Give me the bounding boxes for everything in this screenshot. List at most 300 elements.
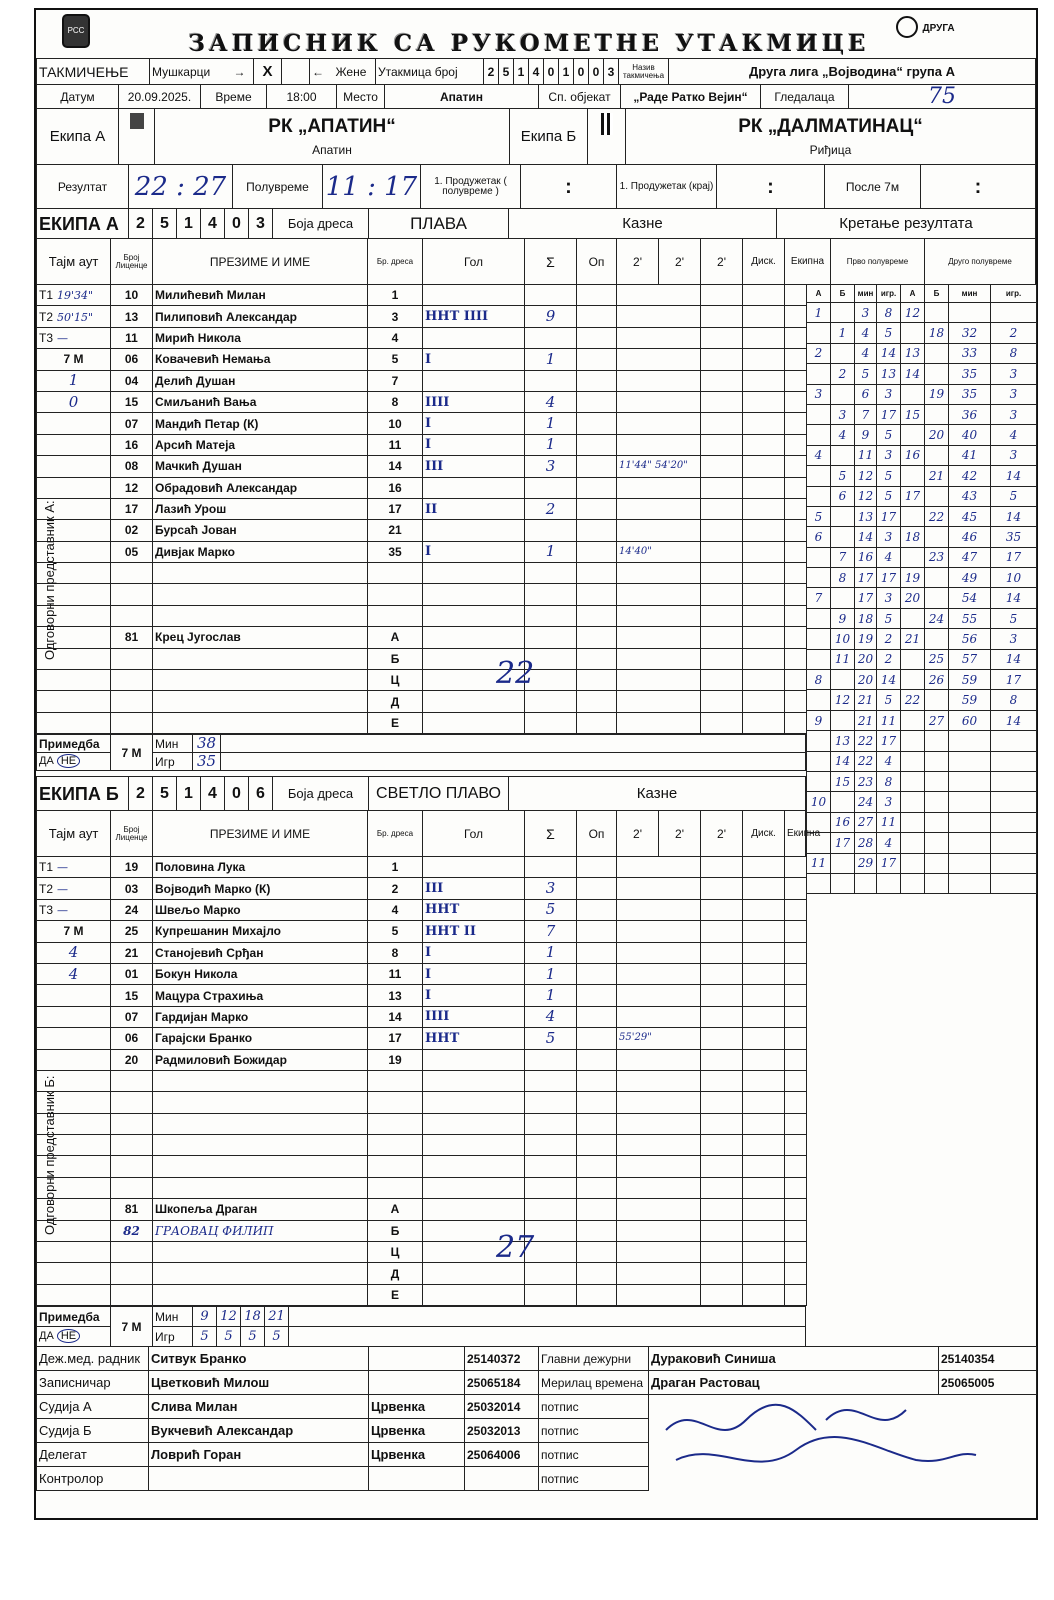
footer-name2: Драган Растовац [649, 1371, 939, 1395]
official-name: Шкопеља Драган [153, 1199, 368, 1220]
goal-sum [525, 605, 577, 626]
goal-tally: III [423, 456, 525, 477]
flow-second-igr: 14 [991, 649, 1037, 669]
flow-second-igr: 3 [991, 384, 1037, 404]
flow-first-min: 12 [855, 466, 877, 486]
match-no-digit: 3 [604, 59, 619, 85]
flow-col-header: мин [949, 285, 991, 303]
goal-sum [525, 1263, 577, 1284]
flow-second-min: 46 [949, 527, 991, 547]
igr-value: 5 [217, 1327, 241, 1347]
disq-cell [743, 584, 785, 605]
flow-first-a: 10 [807, 792, 831, 812]
license-cell [111, 712, 153, 733]
flow-first-b: 7 [831, 547, 855, 567]
team-pen-cell [785, 1113, 807, 1134]
min-value: 9 [193, 1307, 217, 1327]
flow-first-a [807, 873, 831, 893]
penalty-cell [701, 1220, 743, 1241]
team-b-code-digit: 4 [201, 777, 225, 811]
player-name [153, 584, 368, 605]
timeout-cell [37, 327, 111, 348]
jersey-number: 14 [368, 456, 423, 477]
goal-tally [423, 1135, 525, 1156]
number-col-header: Бр. дреса [368, 239, 423, 285]
result-value: 22 : 27 [129, 165, 233, 209]
license-cell [111, 1242, 153, 1263]
penalty-cell [617, 1006, 701, 1027]
flow-col-header: игр. [991, 285, 1037, 303]
goal-sum: 1 [525, 434, 577, 455]
footer-role: Контролор [37, 1467, 149, 1491]
two-min-col-header: 2' [701, 811, 743, 857]
flow-second-a: 18 [901, 527, 925, 547]
igr-label: Игр [153, 753, 193, 771]
team-pen-cell [785, 541, 807, 562]
player-name: Обрадовић Александар [153, 477, 368, 498]
flow-first-igr: 5 [877, 425, 901, 445]
license-cell: 13 [111, 306, 153, 327]
flow-second-b [925, 568, 949, 588]
jersey-number: 5 [368, 921, 423, 942]
penalty-cell [701, 498, 743, 519]
license-cell [111, 563, 153, 584]
seven-m-value: 4 [68, 943, 79, 962]
player-name: Арсић Матеја [153, 434, 368, 455]
jersey-number [368, 605, 423, 626]
penalty-cell [701, 627, 743, 648]
warning-cell [577, 413, 617, 434]
penalty-cell [617, 712, 701, 733]
disq-cell [743, 1220, 785, 1241]
jersey-number: 11 [368, 434, 423, 455]
penalty-cell [701, 1092, 743, 1113]
note-no: НЕ [57, 1329, 80, 1343]
team-pen-cell [785, 498, 807, 519]
flow-second-min [949, 731, 991, 751]
min-value: 18 [241, 1307, 265, 1327]
disq-cell [743, 391, 785, 412]
team-b-jersey-label: Боја дреса [273, 777, 369, 811]
disq-cell [743, 285, 785, 306]
goal-tally: HHT [423, 899, 525, 920]
player-name: Мацура Страхиња [153, 985, 368, 1006]
igr-label: Игр [153, 1327, 193, 1347]
flow-second-min [949, 771, 991, 791]
flow-second-b [925, 588, 949, 608]
license-cell: 12 [111, 477, 153, 498]
flow-first-a [807, 404, 831, 424]
spectators-value: 75 [849, 85, 1036, 109]
penalty-cell [701, 942, 743, 963]
team-pen-cell [785, 1263, 807, 1284]
flow-second-igr [991, 731, 1037, 751]
footer-role: Деж.мед. радник [37, 1347, 149, 1371]
disq-cell [743, 1156, 785, 1177]
flow-second-a [901, 649, 925, 669]
min-value: 12 [217, 1307, 241, 1327]
goals-col-header: Гол [423, 811, 525, 857]
flow-first-a [807, 323, 831, 343]
penalty-cell [617, 477, 701, 498]
goal-tally: I [423, 413, 525, 434]
disq-cell [743, 627, 785, 648]
report-title: ЗАПИСНИК СА РУКОМЕТНЕ УТАКМИЦЕ [188, 30, 870, 57]
flow-second-min [949, 792, 991, 812]
goal-tally [423, 520, 525, 541]
penalty-cell [617, 1177, 701, 1198]
license-cell: 81 [111, 627, 153, 648]
timeout-cell [37, 942, 111, 963]
player-name: Мандић Петар (К) [153, 413, 368, 434]
penalty-cell [617, 498, 701, 519]
flow-second-min: 60 [949, 710, 991, 730]
footer-role2: потпис [539, 1443, 649, 1467]
warning-cell [577, 327, 617, 348]
min-label: Мин [153, 735, 193, 753]
footer-name2: Дураковић Синиша [649, 1347, 939, 1371]
goal-tally [423, 1049, 525, 1070]
flow-second-a [901, 771, 925, 791]
goal-tally: HHT IIII [423, 306, 525, 327]
flow-first-min: 3 [855, 303, 877, 323]
goal-sum: 3 [525, 878, 577, 899]
footer-license2: 25065005 [939, 1371, 1037, 1395]
official-name [153, 1242, 368, 1263]
goal-sum [525, 1070, 577, 1091]
flow-first-a [807, 608, 831, 628]
flow-second-min: 45 [949, 506, 991, 526]
flow-col-header: А [807, 285, 831, 303]
jersey-number: 5 [368, 349, 423, 370]
team-pen-cell [785, 370, 807, 391]
team-pen-cell [785, 563, 807, 584]
team-b-col-headers [36, 810, 821, 857]
igr-value: 35 [193, 753, 221, 771]
team-pen-cell [785, 899, 807, 920]
license-cell: 01 [111, 963, 153, 984]
flow-second-b [925, 833, 949, 853]
team-pen-col-header: Екипна [785, 239, 831, 285]
goal-tally: III [423, 878, 525, 899]
flow-second-a [901, 731, 925, 751]
federation-logo: РСС [62, 14, 90, 48]
footer-license: 25064006 [465, 1443, 539, 1467]
team-pen-cell [785, 1028, 807, 1049]
flow-second-min [949, 751, 991, 771]
footer-license: 25032014 [465, 1395, 539, 1419]
goal-tally [423, 584, 525, 605]
team-a-name: РК „АПАТИН“ [268, 116, 396, 137]
goal-sum: 1 [525, 963, 577, 984]
penalty-cell [701, 963, 743, 984]
flow-first-igr: 11 [877, 710, 901, 730]
ot1-end-value: : [717, 165, 825, 209]
timeout-label: T1 [39, 860, 54, 875]
penalty-cell [701, 285, 743, 306]
flow-second-min: 33 [949, 343, 991, 363]
flow-first-a: 4 [807, 445, 831, 465]
team-pen-cell [785, 1070, 807, 1091]
flow-second-b: 23 [925, 547, 949, 567]
penalty-cell [617, 942, 701, 963]
flow-first-b [831, 445, 855, 465]
flow-second-igr: 5 [991, 608, 1037, 628]
goal-sum [525, 1113, 577, 1134]
team-pen-cell [785, 1199, 807, 1220]
penalty-cell [701, 1135, 743, 1156]
warning-cell [577, 963, 617, 984]
place-value: Апатин [385, 85, 539, 109]
team-pen-cell [785, 1242, 807, 1263]
flow-first-b [831, 343, 855, 363]
flow-second-b [925, 812, 949, 832]
flow-first-igr: 11 [877, 812, 901, 832]
player-name [153, 1177, 368, 1198]
team-pen-cell [785, 691, 807, 712]
warning-cell [577, 285, 617, 306]
footer-name: Вукчевић Александар [149, 1419, 369, 1443]
flow-first-a [807, 731, 831, 751]
team-pen-cell [785, 477, 807, 498]
penalty-cell [701, 1199, 743, 1220]
team-pen-cell [785, 1049, 807, 1070]
timeout-col-header: Тајм аут [37, 811, 111, 857]
flow-first-a [807, 425, 831, 445]
penalty-cell [617, 985, 701, 1006]
penalty-cell: 14'40" [617, 541, 701, 562]
flow-second-min: 41 [949, 445, 991, 465]
license-col-header: Број Лиценце [111, 239, 153, 285]
flow-first-igr: 17 [877, 853, 901, 873]
goal-tally [423, 327, 525, 348]
disq-cell [743, 899, 785, 920]
disq-cell [743, 648, 785, 669]
flow-first-b [831, 853, 855, 873]
flow-second-a: 19 [901, 568, 925, 588]
penalty-cell [617, 370, 701, 391]
flow-first-igr: 14 [877, 343, 901, 363]
flow-second-min: 59 [949, 690, 991, 710]
official-letter: Б [368, 1220, 423, 1241]
timeout-label: T3 [39, 330, 54, 345]
two-min-col-header: 2' [617, 811, 659, 857]
goal-tally [423, 1092, 525, 1113]
footer-license: 25032013 [465, 1419, 539, 1443]
player-name [153, 1070, 368, 1091]
match-no-digit: 5 [499, 59, 514, 85]
team-a-notes [36, 734, 806, 771]
flow-first-b [831, 588, 855, 608]
goal-tally: IIII [423, 391, 525, 412]
team-pen-cell [785, 670, 807, 691]
flow-first-a [807, 771, 831, 791]
flow-second-min: 59 [949, 670, 991, 690]
license-cell: 07 [111, 413, 153, 434]
flow-first-a: 6 [807, 527, 831, 547]
team-pen-cell [785, 1135, 807, 1156]
flow-first-igr: 13 [877, 364, 901, 384]
license-cell [111, 691, 153, 712]
official-letter: Ц [368, 1242, 423, 1263]
license-cell [111, 1092, 153, 1113]
flow-second-a [901, 608, 925, 628]
result-row [36, 164, 1036, 209]
disq-cell [743, 456, 785, 477]
penalty-cell [701, 306, 743, 327]
team-a-label: Екипа А [37, 109, 119, 165]
penalty-cell [701, 1049, 743, 1070]
license-cell: 06 [111, 1028, 153, 1049]
team-b-code-digit: 6 [249, 777, 273, 811]
flow-second-a: 20 [901, 588, 925, 608]
team-a-code-digit: 0 [225, 209, 249, 239]
men-label: Мушкарци [150, 59, 232, 85]
official-name [153, 670, 368, 691]
penalty-cell [701, 391, 743, 412]
footer-license: 25140372 [465, 1347, 539, 1371]
flow-second-a [901, 506, 925, 526]
flow-second-igr [991, 873, 1037, 893]
disq-cell [743, 477, 785, 498]
flow-first-b: 17 [831, 833, 855, 853]
warning-cell [577, 985, 617, 1006]
note-no: НЕ [57, 754, 80, 768]
disq-cell [743, 1113, 785, 1134]
competition-label: ТАКМИЧЕЊЕ [37, 59, 150, 85]
timeout-cell [37, 1006, 111, 1027]
flow-second-igr: 17 [991, 670, 1037, 690]
flow-second-b: 24 [925, 608, 949, 628]
penalty-cell [617, 349, 701, 370]
warning-cell [577, 878, 617, 899]
flow-second-igr: 3 [991, 364, 1037, 384]
warning-col-header: Оп [577, 239, 617, 285]
flow-second-igr: 14 [991, 588, 1037, 608]
warning-cell [577, 899, 617, 920]
footer-city: Црвенка [369, 1395, 465, 1419]
penalty-cell [617, 306, 701, 327]
disq-cell [743, 327, 785, 348]
license-cell: 05 [111, 541, 153, 562]
official-letter: Е [368, 712, 423, 733]
flow-second-a [901, 670, 925, 690]
disq-cell [743, 605, 785, 626]
player-name: Бокун Никола [153, 963, 368, 984]
goal-sum [525, 520, 577, 541]
warning-cell [577, 712, 617, 733]
flow-col-header: Б [831, 285, 855, 303]
player-name: Лазић Урош [153, 498, 368, 519]
license-cell: 15 [111, 985, 153, 1006]
license-cell: 04 [111, 370, 153, 391]
disq-cell [743, 541, 785, 562]
jersey-number: 2 [368, 878, 423, 899]
seven-m-label: 7 M [111, 735, 153, 771]
disq-cell [743, 1006, 785, 1027]
flow-first-b [831, 710, 855, 730]
timeout-cell [37, 712, 111, 733]
official-name [153, 712, 368, 733]
penalty-cell [617, 1049, 701, 1070]
flow-first-min: 12 [855, 486, 877, 506]
date-row [36, 84, 1036, 109]
flow-second-min: 36 [949, 404, 991, 424]
penalty-cell: 55'29" [617, 1028, 701, 1049]
flow-first-a [807, 629, 831, 649]
goal-tally: I [423, 434, 525, 455]
flow-first-igr: 3 [877, 384, 901, 404]
flow-second-min: 35 [949, 384, 991, 404]
warning-cell [577, 306, 617, 327]
team-a-code-digit: 4 [201, 209, 225, 239]
footer-license: 25065184 [465, 1371, 539, 1395]
jersey-number [368, 1070, 423, 1091]
license-cell: 10 [111, 285, 153, 306]
footer-role2: Главни дежурни [539, 1347, 649, 1371]
warning-cell [577, 691, 617, 712]
team-pen-cell [785, 921, 807, 942]
jersey-number: 21 [368, 520, 423, 541]
flow-first-igr: 4 [877, 751, 901, 771]
flow-second-b: 25 [925, 649, 949, 669]
goal-tally: I [423, 541, 525, 562]
flow-first-igr: 5 [877, 690, 901, 710]
flow-second-b: 20 [925, 425, 949, 445]
disq-cell [743, 921, 785, 942]
penalty-cell [617, 857, 701, 878]
disq-cell [743, 1028, 785, 1049]
warning-cell [577, 370, 617, 391]
team-a-players [36, 284, 807, 734]
flow-second-min: 49 [949, 568, 991, 588]
name-col-header: ПРЕЗИМЕ И ИМЕ [153, 811, 368, 857]
penalty-cell [617, 434, 701, 455]
player-name: Станојевић Срђан [153, 942, 368, 963]
flow-first-b: 9 [831, 608, 855, 628]
flow-first-min: 17 [855, 588, 877, 608]
goal-tally [423, 1156, 525, 1177]
timeout-cell [37, 370, 111, 391]
flow-second-b [925, 343, 949, 363]
timeout-label: T2 [39, 881, 54, 896]
flow-first-min: 28 [855, 833, 877, 853]
goal-sum: 1 [525, 541, 577, 562]
penalty-cell [617, 413, 701, 434]
goal-tally [423, 285, 525, 306]
penalty-cell [701, 899, 743, 920]
official-name [153, 691, 368, 712]
team-b-code-digit: 5 [153, 777, 177, 811]
license-cell: 20 [111, 1049, 153, 1070]
flow-first-b: 11 [831, 649, 855, 669]
flow-first-min: 29 [855, 853, 877, 873]
team-b-code-digit: 1 [177, 777, 201, 811]
match-no-label: Утакмица број [376, 59, 484, 85]
flow-second-b [925, 404, 949, 424]
flow-second-b: 22 [925, 506, 949, 526]
license-cell: 15 [111, 391, 153, 412]
jersey-number [368, 584, 423, 605]
league-logo [896, 16, 996, 42]
goal-tally [423, 1284, 525, 1305]
team-a-code-digit: 1 [177, 209, 201, 239]
license-cell: 07 [111, 1006, 153, 1027]
warning-cell [577, 1177, 617, 1198]
player-name: Гарајски Бранко [153, 1028, 368, 1049]
flow-first-min: 23 [855, 771, 877, 791]
match-no-digit: 2 [484, 59, 499, 85]
